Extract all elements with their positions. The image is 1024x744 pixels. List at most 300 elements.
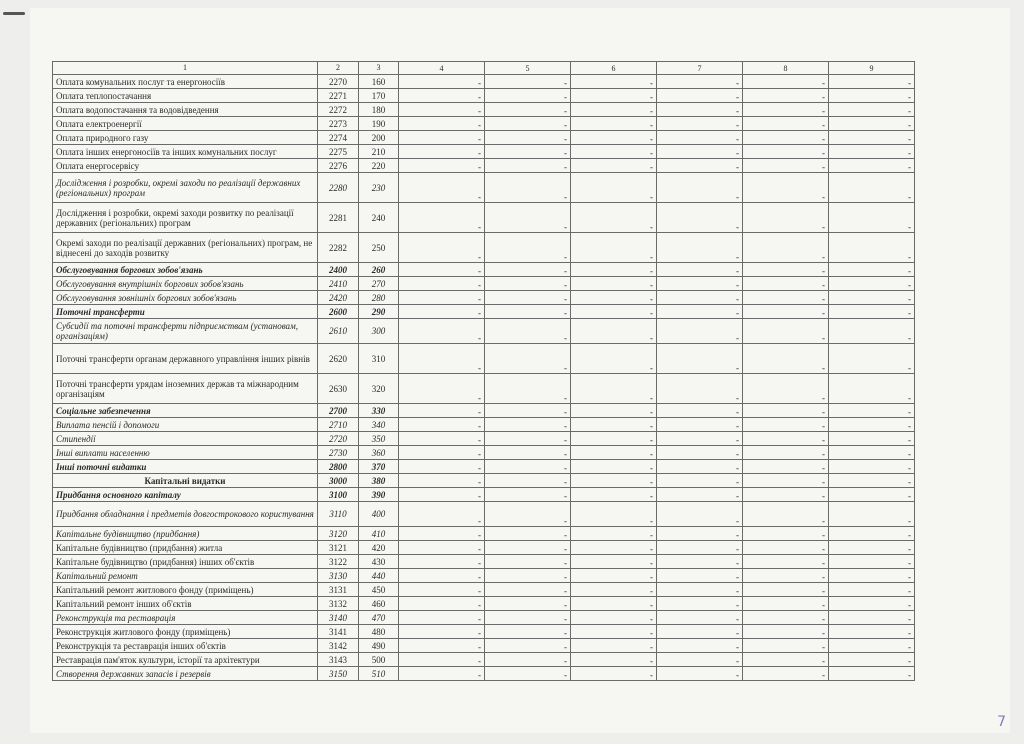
kekv-code: 3120 xyxy=(318,527,359,541)
table-row xyxy=(53,291,915,305)
value-cell: - xyxy=(571,203,657,233)
row-code: 340 xyxy=(359,418,399,432)
value-cell: - xyxy=(399,611,485,625)
value-cell: - xyxy=(571,305,657,319)
row-code: 180 xyxy=(359,103,399,117)
value-cell: - xyxy=(743,611,829,625)
kekv-code: 2271 xyxy=(318,89,359,103)
table-row xyxy=(53,203,915,233)
value-cell: - xyxy=(743,569,829,583)
value-cell: - xyxy=(485,653,571,667)
value-cell: - xyxy=(571,89,657,103)
value-cell: - xyxy=(829,103,915,117)
value-cell: - xyxy=(399,639,485,653)
value-cell: - xyxy=(571,291,657,305)
value-cell: - xyxy=(399,233,485,263)
value-cell: - xyxy=(829,277,915,291)
value-cell: - xyxy=(571,103,657,117)
row-name: Реставрація пам'яток культури, історії та архітектури xyxy=(53,653,318,667)
value-cell: - xyxy=(485,583,571,597)
header-col-7: 7 xyxy=(657,62,743,75)
value-cell: - xyxy=(829,291,915,305)
value-cell: - xyxy=(743,277,829,291)
value-cell: - xyxy=(657,291,743,305)
value-cell: - xyxy=(657,541,743,555)
value-cell: - xyxy=(571,653,657,667)
value-cell: - xyxy=(571,527,657,541)
value-cell: - xyxy=(399,159,485,173)
value-cell: - xyxy=(399,404,485,418)
row-code: 420 xyxy=(359,541,399,555)
row-code: 330 xyxy=(359,404,399,418)
kekv-code: 2420 xyxy=(318,291,359,305)
value-cell: - xyxy=(485,569,571,583)
table-row xyxy=(53,611,915,625)
value-cell: - xyxy=(657,502,743,527)
value-cell: - xyxy=(399,460,485,474)
table-row xyxy=(53,305,915,319)
value-cell: - xyxy=(571,159,657,173)
value-cell: - xyxy=(657,611,743,625)
table-row xyxy=(53,541,915,555)
row-name: Оплата інших енергоносіїв та інших комунальних послуг xyxy=(53,145,318,159)
value-cell: - xyxy=(399,75,485,89)
row-name: Капітальний ремонт xyxy=(53,569,318,583)
value-cell: - xyxy=(829,639,915,653)
value-cell: - xyxy=(829,611,915,625)
row-code: 390 xyxy=(359,488,399,502)
value-cell: - xyxy=(829,173,915,203)
table-row xyxy=(53,319,915,344)
value-cell: - xyxy=(399,502,485,527)
value-cell: - xyxy=(485,233,571,263)
value-cell: - xyxy=(399,305,485,319)
kekv-code: 3150 xyxy=(318,667,359,681)
value-cell: - xyxy=(571,374,657,404)
value-cell: - xyxy=(485,639,571,653)
value-cell: - xyxy=(485,159,571,173)
value-cell: - xyxy=(743,117,829,131)
value-cell: - xyxy=(743,131,829,145)
value-cell: - xyxy=(657,203,743,233)
kekv-code: 3130 xyxy=(318,569,359,583)
value-cell: - xyxy=(571,625,657,639)
value-cell: - xyxy=(485,418,571,432)
value-cell: - xyxy=(829,263,915,277)
value-cell: - xyxy=(657,145,743,159)
value-cell: - xyxy=(571,117,657,131)
value-cell: - xyxy=(743,639,829,653)
table-row xyxy=(53,432,915,446)
value-cell: - xyxy=(485,291,571,305)
value-cell: - xyxy=(657,263,743,277)
value-cell: - xyxy=(743,653,829,667)
row-code: 500 xyxy=(359,653,399,667)
table-row xyxy=(53,233,915,263)
value-cell: - xyxy=(657,597,743,611)
table-row xyxy=(53,474,915,488)
value-cell: - xyxy=(485,541,571,555)
table-row xyxy=(53,639,915,653)
value-cell: - xyxy=(399,625,485,639)
kekv-code: 2280 xyxy=(318,173,359,203)
value-cell: - xyxy=(657,75,743,89)
value-cell: - xyxy=(829,541,915,555)
value-cell: - xyxy=(399,432,485,446)
kekv-code: 2630 xyxy=(318,374,359,404)
row-name: Дослідження і розробки, окремі заходи розвитку по реалізації державних (регіональних) програм xyxy=(53,203,318,233)
scan-smudge xyxy=(3,12,25,15)
value-cell: - xyxy=(743,418,829,432)
value-cell: - xyxy=(571,432,657,446)
value-cell: - xyxy=(829,653,915,667)
value-cell: - xyxy=(399,446,485,460)
table-row xyxy=(53,263,915,277)
value-cell: - xyxy=(657,344,743,374)
table-row xyxy=(53,527,915,541)
value-cell: - xyxy=(743,319,829,344)
value-cell: - xyxy=(743,667,829,681)
value-cell: - xyxy=(743,75,829,89)
value-cell: - xyxy=(743,374,829,404)
row-code: 250 xyxy=(359,233,399,263)
row-code: 370 xyxy=(359,460,399,474)
value-cell: - xyxy=(829,597,915,611)
kekv-code: 3142 xyxy=(318,639,359,653)
header-col-3: 3 xyxy=(359,62,399,75)
table-row xyxy=(53,667,915,681)
value-cell: - xyxy=(829,131,915,145)
row-code: 380 xyxy=(359,474,399,488)
value-cell: - xyxy=(743,103,829,117)
value-cell: - xyxy=(743,404,829,418)
row-name: Оплата електроенергії xyxy=(53,117,318,131)
value-cell: - xyxy=(657,555,743,569)
table-row xyxy=(53,117,915,131)
header-col-8: 8 xyxy=(743,62,829,75)
row-code: 400 xyxy=(359,502,399,527)
row-code: 220 xyxy=(359,159,399,173)
row-name: Оплата водопостачання та водовідведення xyxy=(53,103,318,117)
row-name: Дослідження і розробки, окремі заходи по реалізації державних (регіональних) програм xyxy=(53,173,318,203)
value-cell: - xyxy=(571,446,657,460)
kekv-code: 2274 xyxy=(318,131,359,145)
row-name: Капітальні видатки xyxy=(53,474,318,488)
row-name: Інші виплати населенню xyxy=(53,446,318,460)
value-cell: - xyxy=(657,117,743,131)
row-name: Обслуговування боргових зобов'язань xyxy=(53,263,318,277)
value-cell: - xyxy=(571,639,657,653)
row-name: Оплата теплопостачання xyxy=(53,89,318,103)
header-col-9: 9 xyxy=(829,62,915,75)
table-row xyxy=(53,159,915,173)
row-code: 290 xyxy=(359,305,399,319)
kekv-code: 3121 xyxy=(318,541,359,555)
value-cell: - xyxy=(399,103,485,117)
kekv-code: 2281 xyxy=(318,203,359,233)
value-cell: - xyxy=(657,319,743,344)
row-name: Реконструкція та реставрація xyxy=(53,611,318,625)
row-code: 510 xyxy=(359,667,399,681)
row-code: 230 xyxy=(359,173,399,203)
row-code: 280 xyxy=(359,291,399,305)
row-code: 490 xyxy=(359,639,399,653)
kekv-code: 2270 xyxy=(318,75,359,89)
value-cell: - xyxy=(571,667,657,681)
table-row xyxy=(53,374,915,404)
header-col-5: 5 xyxy=(485,62,571,75)
value-cell: - xyxy=(829,460,915,474)
kekv-code: 2276 xyxy=(318,159,359,173)
value-cell: - xyxy=(829,555,915,569)
value-cell: - xyxy=(571,344,657,374)
row-name: Субсидії та поточні трансферти підприємствам (установам, організаціям) xyxy=(53,319,318,344)
row-code: 300 xyxy=(359,319,399,344)
value-cell: - xyxy=(657,131,743,145)
value-cell: - xyxy=(657,173,743,203)
table-row xyxy=(53,583,915,597)
table-row xyxy=(53,569,915,583)
value-cell: - xyxy=(399,291,485,305)
value-cell: - xyxy=(743,263,829,277)
table-row xyxy=(53,89,915,103)
value-cell: - xyxy=(829,625,915,639)
value-cell: - xyxy=(485,305,571,319)
value-cell: - xyxy=(571,319,657,344)
row-code: 360 xyxy=(359,446,399,460)
row-name: Реконструкція житлового фонду (приміщень) xyxy=(53,625,318,639)
value-cell: - xyxy=(829,233,915,263)
kekv-code: 2610 xyxy=(318,319,359,344)
value-cell: - xyxy=(743,291,829,305)
value-cell: - xyxy=(829,667,915,681)
table-row xyxy=(53,344,915,374)
value-cell: - xyxy=(657,667,743,681)
value-cell: - xyxy=(657,488,743,502)
value-cell: - xyxy=(399,488,485,502)
value-cell: - xyxy=(399,117,485,131)
row-code: 350 xyxy=(359,432,399,446)
row-name: Обслуговування зовнішніх боргових зобов'язань xyxy=(53,291,318,305)
value-cell: - xyxy=(399,418,485,432)
table-row xyxy=(53,502,915,527)
value-cell: - xyxy=(657,103,743,117)
value-cell: - xyxy=(571,583,657,597)
value-cell: - xyxy=(399,277,485,291)
value-cell: - xyxy=(571,488,657,502)
row-code: 310 xyxy=(359,344,399,374)
value-cell: - xyxy=(743,597,829,611)
row-name: Капітальне будівництво (придбання) житла xyxy=(53,541,318,555)
kekv-code: 2275 xyxy=(318,145,359,159)
value-cell: - xyxy=(485,625,571,639)
row-code: 450 xyxy=(359,583,399,597)
value-cell: - xyxy=(657,89,743,103)
row-name: Соціальне забезпечення xyxy=(53,404,318,418)
header-col-2: 2 xyxy=(318,62,359,75)
value-cell: - xyxy=(399,263,485,277)
row-name: Капітальний ремонт інших об'єктів xyxy=(53,597,318,611)
table-row xyxy=(53,145,915,159)
value-cell: - xyxy=(399,597,485,611)
value-cell: - xyxy=(657,527,743,541)
value-cell: - xyxy=(743,432,829,446)
row-code: 190 xyxy=(359,117,399,131)
kekv-code: 2710 xyxy=(318,418,359,432)
row-code: 460 xyxy=(359,597,399,611)
value-cell: - xyxy=(485,527,571,541)
row-code: 320 xyxy=(359,374,399,404)
value-cell: - xyxy=(485,488,571,502)
value-cell: - xyxy=(743,541,829,555)
value-cell: - xyxy=(743,488,829,502)
value-cell: - xyxy=(657,432,743,446)
value-cell: - xyxy=(571,277,657,291)
kekv-code: 2700 xyxy=(318,404,359,418)
header-col-6: 6 xyxy=(571,62,657,75)
kekv-code: 2400 xyxy=(318,263,359,277)
value-cell: - xyxy=(571,597,657,611)
value-cell: - xyxy=(829,527,915,541)
value-cell: - xyxy=(571,131,657,145)
value-cell: - xyxy=(743,625,829,639)
value-cell: - xyxy=(399,555,485,569)
value-cell: - xyxy=(829,446,915,460)
value-cell: - xyxy=(743,203,829,233)
value-cell: - xyxy=(571,404,657,418)
value-cell: - xyxy=(829,583,915,597)
row-name: Інші поточні видатки xyxy=(53,460,318,474)
table-row xyxy=(53,597,915,611)
value-cell: - xyxy=(399,474,485,488)
kekv-code: 3141 xyxy=(318,625,359,639)
value-cell: - xyxy=(399,583,485,597)
value-cell: - xyxy=(657,625,743,639)
value-cell: - xyxy=(399,319,485,344)
row-code: 200 xyxy=(359,131,399,145)
value-cell: - xyxy=(399,667,485,681)
value-cell: - xyxy=(657,305,743,319)
value-cell: - xyxy=(743,305,829,319)
value-cell: - xyxy=(571,541,657,555)
kekv-code: 3100 xyxy=(318,488,359,502)
kekv-code: 2730 xyxy=(318,446,359,460)
value-cell: - xyxy=(829,344,915,374)
value-cell: - xyxy=(657,583,743,597)
value-cell: - xyxy=(829,502,915,527)
row-code: 260 xyxy=(359,263,399,277)
value-cell: - xyxy=(743,583,829,597)
value-cell: - xyxy=(571,145,657,159)
kekv-code: 3110 xyxy=(318,502,359,527)
column-number-header xyxy=(53,62,915,75)
value-cell: - xyxy=(743,446,829,460)
row-name: Капітальне будівництво (придбання) xyxy=(53,527,318,541)
value-cell: - xyxy=(743,344,829,374)
header-col-4: 4 xyxy=(399,62,485,75)
value-cell: - xyxy=(485,131,571,145)
value-cell: - xyxy=(485,319,571,344)
value-cell: - xyxy=(485,344,571,374)
value-cell: - xyxy=(571,263,657,277)
kekv-code: 3131 xyxy=(318,583,359,597)
value-cell: - xyxy=(829,145,915,159)
kekv-code: 2282 xyxy=(318,233,359,263)
value-cell: - xyxy=(657,277,743,291)
row-name: Придбання основного капіталу xyxy=(53,488,318,502)
value-cell: - xyxy=(485,667,571,681)
value-cell: - xyxy=(399,89,485,103)
value-cell: - xyxy=(571,502,657,527)
value-cell: - xyxy=(399,131,485,145)
value-cell: - xyxy=(571,555,657,569)
value-cell: - xyxy=(657,233,743,263)
value-cell: - xyxy=(657,474,743,488)
value-cell: - xyxy=(485,263,571,277)
value-cell: - xyxy=(485,555,571,569)
value-cell: - xyxy=(485,502,571,527)
value-cell: - xyxy=(743,474,829,488)
row-name: Стипендії xyxy=(53,432,318,446)
value-cell: - xyxy=(657,569,743,583)
value-cell: - xyxy=(399,541,485,555)
value-cell: - xyxy=(829,203,915,233)
table-row xyxy=(53,418,915,432)
kekv-code: 3000 xyxy=(318,474,359,488)
kekv-code: 2620 xyxy=(318,344,359,374)
row-code: 240 xyxy=(359,203,399,233)
value-cell: - xyxy=(829,404,915,418)
value-cell: - xyxy=(485,432,571,446)
value-cell: - xyxy=(571,611,657,625)
value-cell: - xyxy=(657,374,743,404)
table-row xyxy=(53,277,915,291)
value-cell: - xyxy=(399,145,485,159)
value-cell: - xyxy=(829,159,915,173)
value-cell: - xyxy=(829,432,915,446)
row-code: 170 xyxy=(359,89,399,103)
row-name: Створення державних запасів і резервів xyxy=(53,667,318,681)
value-cell: - xyxy=(485,75,571,89)
value-cell: - xyxy=(657,639,743,653)
header-col-1: 1 xyxy=(53,62,318,75)
table-row xyxy=(53,446,915,460)
value-cell: - xyxy=(743,159,829,173)
row-name: Капітальне будівництво (придбання) інших об'єктів xyxy=(53,555,318,569)
value-cell: - xyxy=(829,474,915,488)
row-name: Поточні трансферти органам державного управління інших рівнів xyxy=(53,344,318,374)
value-cell: - xyxy=(485,117,571,131)
kekv-code: 3140 xyxy=(318,611,359,625)
kekv-code: 3132 xyxy=(318,597,359,611)
value-cell: - xyxy=(571,569,657,583)
value-cell: - xyxy=(829,488,915,502)
value-cell: - xyxy=(829,569,915,583)
value-cell: - xyxy=(657,418,743,432)
kekv-code: 2800 xyxy=(318,460,359,474)
value-cell: - xyxy=(485,474,571,488)
value-cell: - xyxy=(743,233,829,263)
table-row xyxy=(53,173,915,203)
value-cell: - xyxy=(657,446,743,460)
value-cell: - xyxy=(399,173,485,203)
value-cell: - xyxy=(829,374,915,404)
table-row xyxy=(53,488,915,502)
kekv-code: 2410 xyxy=(318,277,359,291)
value-cell: - xyxy=(399,203,485,233)
value-cell: - xyxy=(485,374,571,404)
kekv-code: 2273 xyxy=(318,117,359,131)
